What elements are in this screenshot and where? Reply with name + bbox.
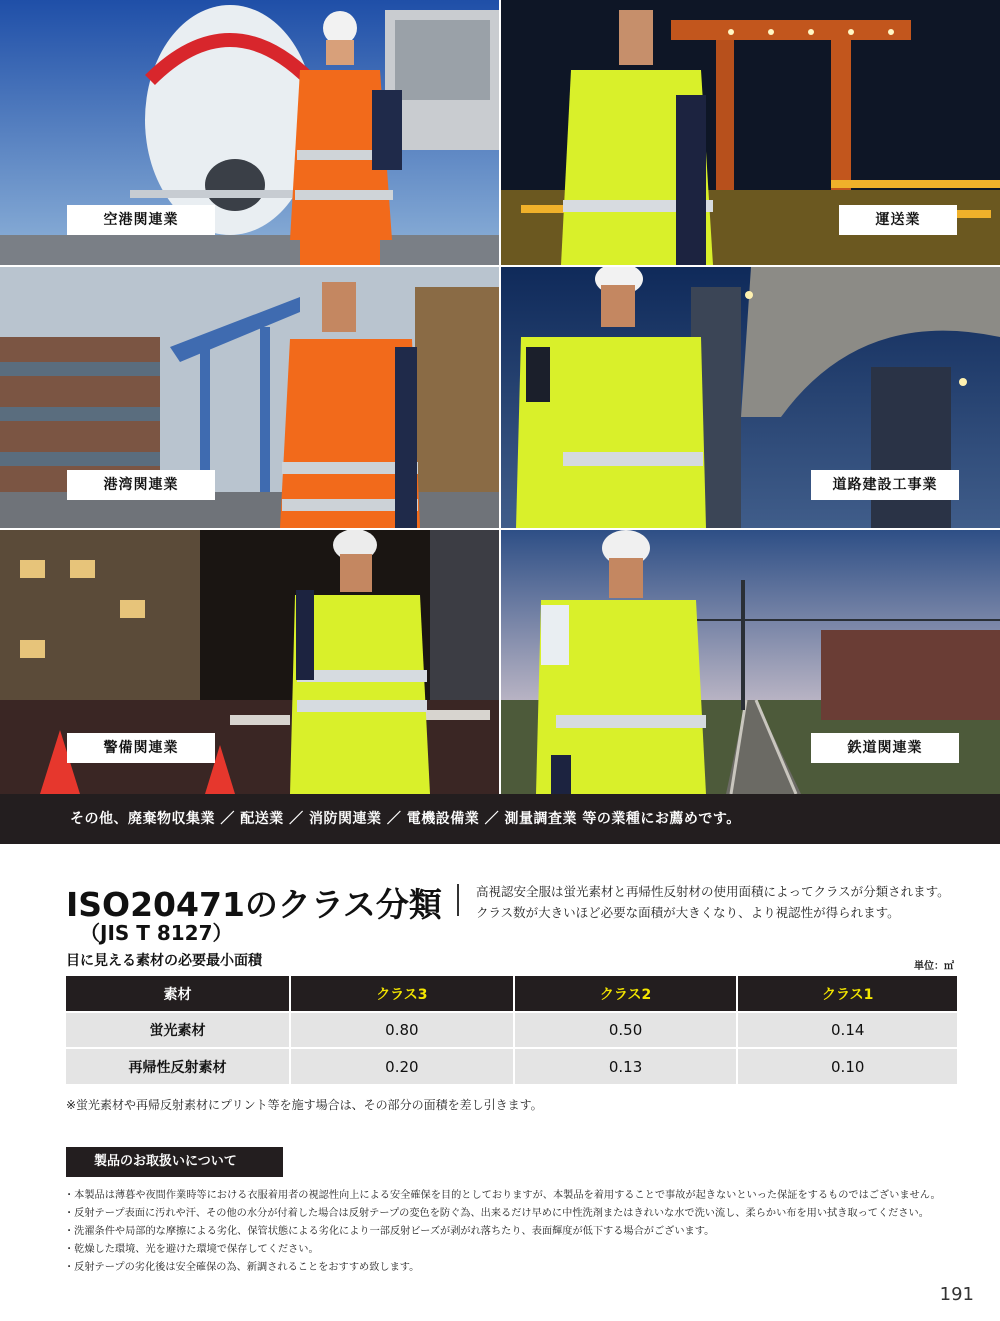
list-item: ・洗濯条件や局部的な摩擦による劣化、保管状態による劣化により一部反射ビーズが剥がれ落ちたり、表面輝度が低下する場合がございます。 xyxy=(64,1226,715,1237)
unit-label: 単位：㎡ xyxy=(914,961,954,972)
header-class-1: クラス1 xyxy=(737,976,957,1012)
industry-label: 鉄道関連業 xyxy=(811,733,959,763)
table-cell: 0.10 xyxy=(737,1048,957,1084)
list-item: ・反射テープの劣化後は安全確保の為、新調されることをおすすめ致します。 xyxy=(64,1262,420,1273)
photo-road-construction xyxy=(501,267,1000,528)
page-number: 191 xyxy=(939,1284,974,1305)
care-list xyxy=(64,1187,941,1277)
industry-label: 空港関連業 xyxy=(67,205,215,235)
table-row xyxy=(66,1048,957,1084)
industry-label: 警備関連業 xyxy=(67,733,215,763)
table-row xyxy=(66,1012,957,1048)
list-item: ・反射テープ表面に汚れや汗、その他の水分が付着した場合は反射テープの変色を防ぐ為、出来るだけ早めに中性洗剤またはきれいな水で洗い流し、柔らかい布を用い拭き取ってください。 xyxy=(64,1208,929,1219)
photo-security xyxy=(0,530,499,794)
care-section-title: 製品のお取扱いについて xyxy=(66,1147,283,1177)
list-item: ・本製品は薄暮や夜間作業時等における衣服着用者の視認性向上による安全確保を目的としておりますが、本製品を着用することで事故が起きないといった保証をするものではございません。 xyxy=(64,1190,941,1201)
photo-transport xyxy=(501,0,1000,265)
table-cell: 0.14 xyxy=(737,1012,957,1048)
row-label: 再帰性反射素材 xyxy=(66,1048,290,1084)
industry-label: 道路建設工事業 xyxy=(811,470,959,500)
table-cell: 0.80 xyxy=(290,1012,514,1048)
photo-port xyxy=(0,267,499,528)
photo-railway xyxy=(501,530,1000,794)
header-class-3: クラス3 xyxy=(290,976,514,1012)
iso-title: ISO20471のクラス分類 xyxy=(66,885,442,924)
table-cell: 0.13 xyxy=(514,1048,738,1084)
table-note: ※蛍光素材や再帰反射素材にプリント等を施す場合は、その部分の面積を差し引きます。 xyxy=(66,1098,543,1112)
iso-description-line: 高視認安全服は蛍光素材と再帰性反射材の使用面積によってクラスが分類されます。 xyxy=(476,884,950,899)
iso-description-line: クラス数が大きいほど必要な面積が大きくなり、より視認性が得られます。 xyxy=(476,905,900,920)
row-label: 蛍光素材 xyxy=(66,1012,290,1048)
iso-description xyxy=(476,881,950,923)
industry-label: 港湾関連業 xyxy=(67,470,215,500)
title-divider xyxy=(457,884,459,916)
class-area-table xyxy=(66,976,957,1084)
table-header-row xyxy=(66,976,957,1012)
iso-subtitle: （JIS T 8127） xyxy=(80,921,233,945)
table-cell: 0.20 xyxy=(290,1048,514,1084)
industry-label: 運送業 xyxy=(839,205,957,235)
photo-airport xyxy=(0,0,499,265)
table-cell: 0.50 xyxy=(514,1012,738,1048)
header-material: 素材 xyxy=(66,976,290,1012)
header-class-2: クラス2 xyxy=(514,976,738,1012)
list-item: ・乾燥した環境、光を避けた環境で保存してください。 xyxy=(64,1244,319,1255)
other-industries-banner: その他、廃棄物収集業 ／ 配送業 ／ 消防関連業 ／ 電機設備業 ／ 測量調査業 等の業種にお薦めです。 xyxy=(0,794,1000,844)
table-heading: 目に見える素材の必要最小面積 xyxy=(66,953,262,969)
